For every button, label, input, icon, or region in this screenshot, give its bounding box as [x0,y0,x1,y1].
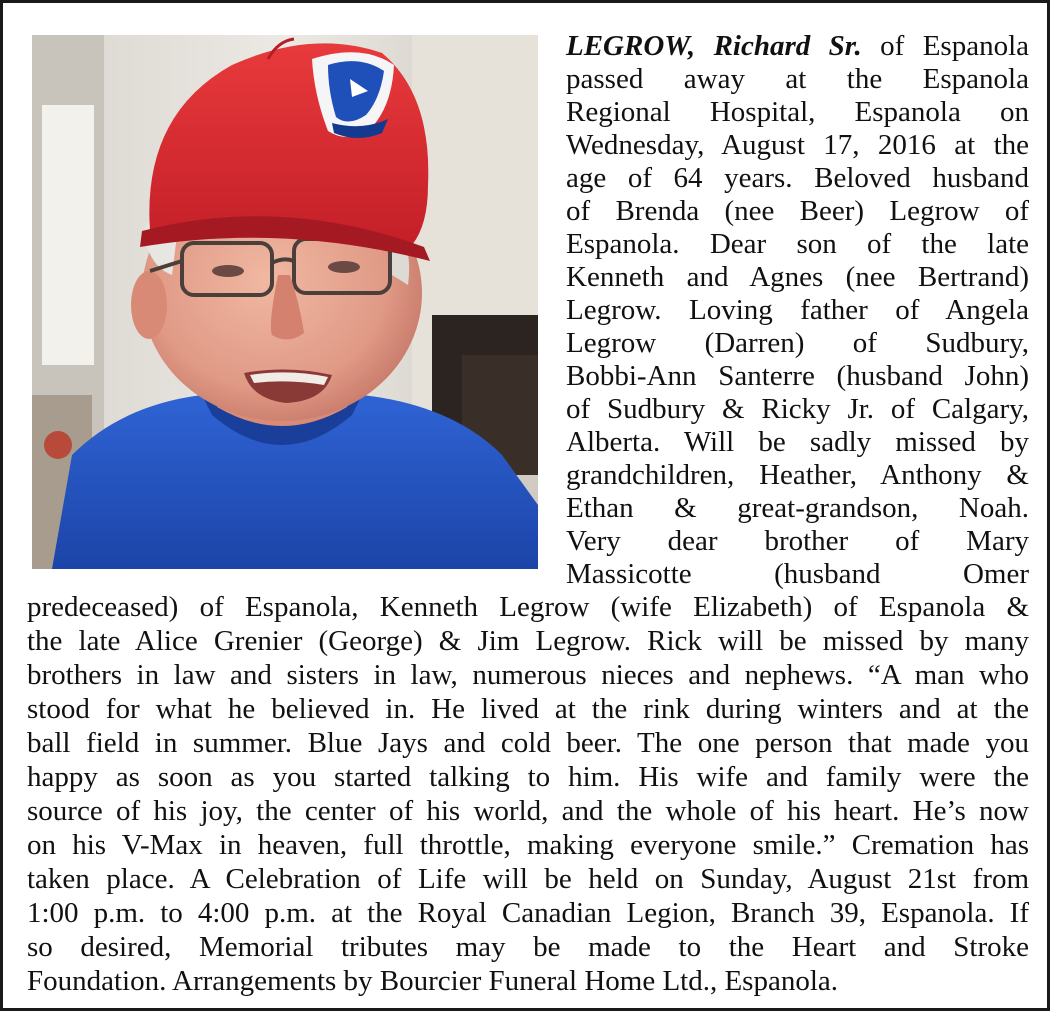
obituary-line: Legrow. Loving father of Angela [566,294,1029,326]
obituary-line: Legrow (Darren) of Sudbury, [566,327,1029,359]
obituary-line: Ethan & great-grandson, Noah. [566,492,1029,524]
obituary-line-1: LEGROW, Richard Sr. of Espanola [566,30,1030,62]
obituary-line: Espanola. Dear son of the late [566,228,1029,260]
obituary-line: Very dear brother of Mary [566,525,1029,557]
obituary-line: source of his joy, the center of his world, and the whole of his heart. He’s now [27,795,1029,827]
obituary-line: brothers in law and sisters in law, numerous nieces and nephews. “A man who [27,659,1029,691]
obituary-text [3,3,1047,1008]
obituary-line: Massicotte (husband Omer [566,558,1029,590]
obituary-line: of Brenda (nee Beer) Legrow of [566,195,1029,227]
obituary-line: Kenneth and Agnes (nee Bertrand) [566,261,1029,293]
obituary-line: passed away at the Espanola [566,63,1029,95]
obituary-line: age of 64 years. Beloved husband [566,162,1029,194]
obituary-line: Alberta. Will be sadly missed by [566,426,1029,458]
obituary-line: on his V-Max in heaven, full throttle, making everyone smile.” Cremation has [27,829,1029,861]
obituary-line: so desired, Memorial tributes may be made to the Heart and Stroke [27,931,1029,963]
obituary-line: 1:00 p.m. to 4:00 p.m. at the Royal Canadian Legion, Branch 39, Espanola. If [27,897,1029,929]
obituary-line: the late Alice Grenier (George) & Jim Legrow. Rick will be missed by many [27,625,1029,657]
obituary-line: stood for what he believed in. He lived at the rink during winters and at the [27,693,1029,725]
obituary-line: Wednesday, August 17, 2016 at the [566,129,1029,161]
obituary-line: grandchildren, Heather, Anthony & [566,459,1029,491]
obituary-line: of Sudbury & Ricky Jr. of Calgary, [566,393,1029,425]
deceased-name: LEGROW, Richard Sr. [566,30,862,62]
obituary-line: ball field in summer. Blue Jays and cold beer. The one person that made you [27,727,1029,759]
obituary-line: Foundation. Arrangements by Bourcier Funeral Home Ltd., Espanola. [27,965,839,997]
obituary-line: Regional Hospital, Espanola on [566,96,1029,128]
obituary-line: Bobbi-Ann Santerre (husband John) [566,360,1029,392]
obituary-line: taken place. A Celebration of Life will be held on Sunday, August 21st from [27,863,1029,895]
obituary-line: happy as soon as you started talking to him. His wife and family were the [27,761,1029,793]
obituary-line: predeceased) of Espanola, Kenneth Legrow (wife Elizabeth) of Espanola & [27,591,1029,623]
